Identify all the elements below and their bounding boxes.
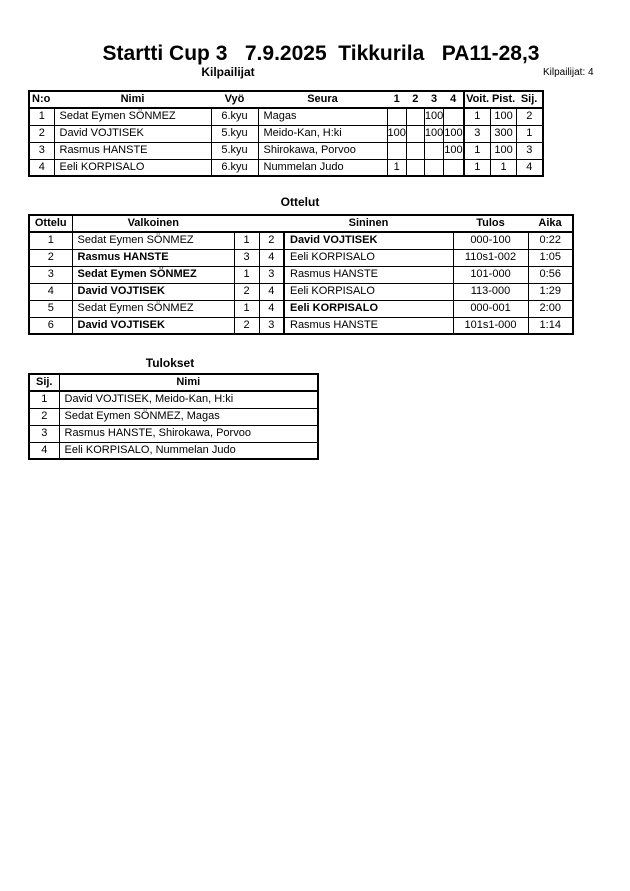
cell-nimi: David VOJTISEK bbox=[54, 125, 211, 142]
table-row bbox=[29, 283, 573, 300]
col-header-valkoinen: Valkoinen bbox=[72, 215, 234, 232]
cell-blue-name: Rasmus HANSTE bbox=[284, 266, 453, 283]
cell-m3: 100 bbox=[424, 125, 443, 142]
cell-m1: 100 bbox=[387, 125, 406, 142]
table-row bbox=[29, 142, 543, 159]
cell-white-name: Sedat Eymen SÖNMEZ bbox=[72, 300, 234, 317]
cell-m3 bbox=[424, 159, 443, 176]
cell-blue-no: 4 bbox=[259, 300, 284, 317]
cell-aika: 0:22 bbox=[528, 232, 573, 249]
cell-voit: 3 bbox=[464, 125, 491, 142]
cell-tulos: 113-000 bbox=[453, 283, 528, 300]
section-label-kilpailijat: Kilpailijat bbox=[201, 65, 255, 79]
cell-pist: 100 bbox=[491, 142, 517, 159]
table-row bbox=[29, 159, 543, 176]
ottelut-table bbox=[28, 214, 574, 335]
table-row bbox=[29, 442, 318, 459]
cell-vyo: 5.kyu bbox=[211, 125, 258, 142]
cell-white-name: David VOJTISEK bbox=[72, 317, 234, 334]
cell-aika: 1:05 bbox=[528, 249, 573, 266]
competitors-count: Kilpailijat: 4 bbox=[543, 67, 594, 78]
col-header-2: 2 bbox=[406, 91, 424, 108]
cell-match-no: 1 bbox=[29, 232, 72, 249]
cell-white-name: Rasmus HANSTE bbox=[72, 249, 234, 266]
cell-sij: 2 bbox=[517, 108, 543, 125]
tulokset-table bbox=[28, 373, 319, 460]
col-header-spacer2 bbox=[259, 215, 284, 232]
cell-white-no: 1 bbox=[234, 266, 259, 283]
col-header-spacer1 bbox=[234, 215, 259, 232]
table-row bbox=[29, 317, 573, 334]
cell-m3: 100 bbox=[424, 108, 443, 125]
table-row bbox=[29, 232, 573, 249]
cell-blue-name: David VOJTISEK bbox=[284, 232, 453, 249]
cell-m1 bbox=[387, 142, 406, 159]
cell-blue-no: 2 bbox=[259, 232, 284, 249]
cell-blue-no: 4 bbox=[259, 249, 284, 266]
cell-sij: 1 bbox=[29, 391, 59, 408]
cell-white-no: 1 bbox=[234, 232, 259, 249]
cell-nimi: Sedat Eymen SÖNMEZ bbox=[54, 108, 211, 125]
cell-voit: 1 bbox=[464, 159, 491, 176]
section-label-ottelut: Ottelut bbox=[280, 195, 320, 209]
cell-sij: 4 bbox=[29, 442, 59, 459]
cell-seura: Nummelan Judo bbox=[258, 159, 387, 176]
col-header-ottelu: Ottelu bbox=[29, 215, 72, 232]
cell-nimi: Eeli KORPISALO, Nummelan Judo bbox=[59, 442, 318, 459]
cell-m4: 100 bbox=[444, 142, 464, 159]
col-header-seura: Seura bbox=[258, 91, 387, 108]
cell-m4 bbox=[444, 108, 464, 125]
col-header-vyo: Vyö bbox=[211, 91, 258, 108]
col-header-nimi: Nimi bbox=[54, 91, 211, 108]
cell-tulos: 101-000 bbox=[453, 266, 528, 283]
cell-white-no: 3 bbox=[234, 249, 259, 266]
table-row bbox=[29, 266, 573, 283]
cell-m2 bbox=[406, 159, 424, 176]
col-header-1: 1 bbox=[387, 91, 406, 108]
col-header-3: 3 bbox=[424, 91, 443, 108]
table-row bbox=[29, 425, 318, 442]
cell-vyo: 6.kyu bbox=[211, 159, 258, 176]
cell-tulos: 110s1-002 bbox=[453, 249, 528, 266]
col-header-aika: Aika bbox=[528, 215, 573, 232]
cell-nimi: Sedat Eymen SÖNMEZ, Magas bbox=[59, 408, 318, 425]
cell-white-no: 2 bbox=[234, 317, 259, 334]
cell-no: 2 bbox=[29, 125, 54, 142]
cell-pist: 300 bbox=[491, 125, 517, 142]
cell-match-no: 5 bbox=[29, 300, 72, 317]
cell-voit: 1 bbox=[464, 142, 491, 159]
section-label-tulokset: Tulokset bbox=[145, 356, 195, 370]
cell-tulos: 000-001 bbox=[453, 300, 528, 317]
cell-no: 1 bbox=[29, 108, 54, 125]
cell-seura: Shirokawa, Porvoo bbox=[258, 142, 387, 159]
cell-nimi: Eeli KORPISALO bbox=[54, 159, 211, 176]
cell-white-name: Sedat Eymen SÖNMEZ bbox=[72, 266, 234, 283]
cell-sij: 3 bbox=[517, 142, 543, 159]
col-header-sij: Sij. bbox=[517, 91, 543, 108]
table-row bbox=[29, 300, 573, 317]
cell-sij: 1 bbox=[517, 125, 543, 142]
cell-vyo: 5.kyu bbox=[211, 142, 258, 159]
cell-match-no: 6 bbox=[29, 317, 72, 334]
cell-blue-name: Eeli KORPISALO bbox=[284, 249, 453, 266]
cell-seura: Meido-Kan, H:ki bbox=[258, 125, 387, 142]
cell-blue-name: Eeli KORPISALO bbox=[284, 300, 453, 317]
table-row bbox=[29, 408, 318, 425]
cell-m4: 100 bbox=[444, 125, 464, 142]
cell-m2 bbox=[406, 125, 424, 142]
cell-sij: 4 bbox=[517, 159, 543, 176]
cell-blue-name: Rasmus HANSTE bbox=[284, 317, 453, 334]
cell-m2 bbox=[406, 142, 424, 159]
cell-no: 4 bbox=[29, 159, 54, 176]
cell-blue-name: Eeli KORPISALO bbox=[284, 283, 453, 300]
cell-aika: 0:56 bbox=[528, 266, 573, 283]
col-header-nimi: Nimi bbox=[59, 374, 318, 391]
col-header-4: 4 bbox=[444, 91, 464, 108]
cell-seura: Magas bbox=[258, 108, 387, 125]
cell-m2 bbox=[406, 108, 424, 125]
cell-aika: 1:29 bbox=[528, 283, 573, 300]
cell-nimi: David VOJTISEK, Meido-Kan, H:ki bbox=[59, 391, 318, 408]
col-header-sij: Sij. bbox=[29, 374, 59, 391]
col-header-pist: Pist. bbox=[491, 91, 517, 108]
cell-pist: 100 bbox=[491, 108, 517, 125]
cell-tulos: 101s1-000 bbox=[453, 317, 528, 334]
tulokset-header-row bbox=[29, 374, 318, 391]
cell-m1 bbox=[387, 108, 406, 125]
cell-white-no: 2 bbox=[234, 283, 259, 300]
cell-vyo: 6.kyu bbox=[211, 108, 258, 125]
cell-nimi: Rasmus HANSTE, Shirokawa, Porvoo bbox=[59, 425, 318, 442]
cell-no: 3 bbox=[29, 142, 54, 159]
page-title: Startti Cup 3 7.9.2025 Tikkurila PA11-28,3 bbox=[102, 42, 540, 65]
cell-voit: 1 bbox=[464, 108, 491, 125]
cell-match-no: 3 bbox=[29, 266, 72, 283]
cell-aika: 1:14 bbox=[528, 317, 573, 334]
table-row bbox=[29, 249, 573, 266]
cell-sij: 3 bbox=[29, 425, 59, 442]
cell-tulos: 000-100 bbox=[453, 232, 528, 249]
table-row bbox=[29, 125, 543, 142]
cell-blue-no: 3 bbox=[259, 266, 284, 283]
cell-white-name: Sedat Eymen SÖNMEZ bbox=[72, 232, 234, 249]
col-header-no: N:o bbox=[29, 91, 54, 108]
cell-m1: 1 bbox=[387, 159, 406, 176]
cell-m4 bbox=[444, 159, 464, 176]
cell-blue-no: 4 bbox=[259, 283, 284, 300]
cell-aika: 2:00 bbox=[528, 300, 573, 317]
cell-match-no: 4 bbox=[29, 283, 72, 300]
table-row bbox=[29, 391, 318, 408]
kilpailijat-header-row bbox=[29, 91, 543, 108]
table-row bbox=[29, 108, 543, 125]
cell-m3 bbox=[424, 142, 443, 159]
col-header-tulos: Tulos bbox=[453, 215, 528, 232]
cell-nimi: Rasmus HANSTE bbox=[54, 142, 211, 159]
cell-blue-no: 3 bbox=[259, 317, 284, 334]
col-header-sininen: Sininen bbox=[284, 215, 453, 232]
ottelut-header-row bbox=[29, 215, 573, 232]
cell-sij: 2 bbox=[29, 408, 59, 425]
cell-white-no: 1 bbox=[234, 300, 259, 317]
cell-pist: 1 bbox=[491, 159, 517, 176]
kilpailijat-table bbox=[28, 90, 544, 177]
col-header-voit: Voit. bbox=[464, 91, 491, 108]
cell-match-no: 2 bbox=[29, 249, 72, 266]
cell-white-name: David VOJTISEK bbox=[72, 283, 234, 300]
